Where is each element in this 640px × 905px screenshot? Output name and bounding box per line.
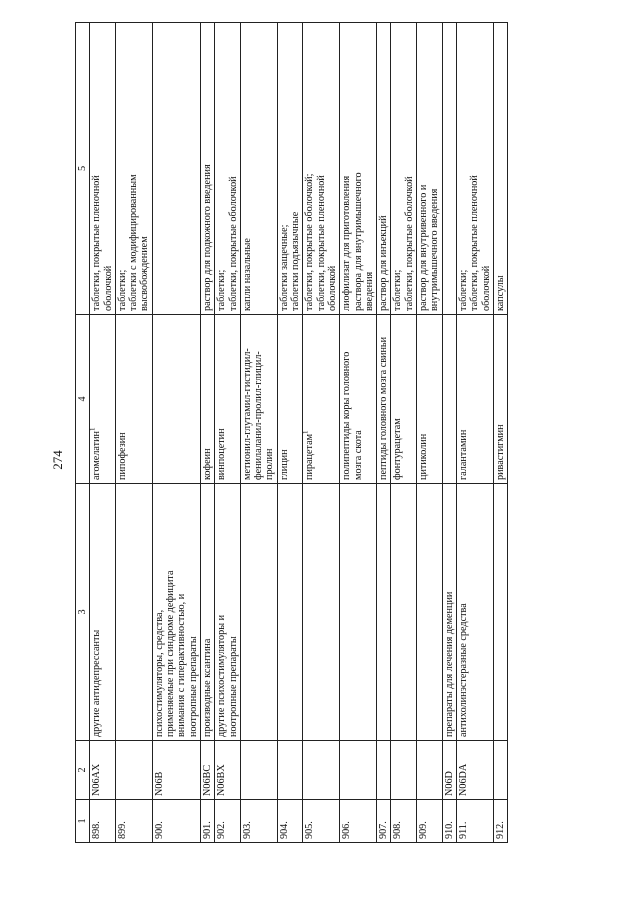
drug-name-line: метионил-глутамил-гистидил-: [241, 348, 253, 480]
drug-name: [277, 315, 303, 484]
atc-group-name: [340, 484, 377, 741]
dosage-forms-line: раствор для подкожного введения: [201, 164, 213, 311]
drug-name-line: мозга скота: [352, 430, 364, 480]
dosage-forms: [200, 23, 214, 315]
drug-name-line: агомелатин$^1$: [88, 427, 103, 480]
rotated-table-container: [75, 58, 608, 843]
atc-code: [340, 741, 377, 800]
drug-name-line: кофеин: [201, 448, 213, 480]
table-row: [391, 23, 417, 843]
atc-group-name: [417, 484, 443, 741]
dosage-forms-line: таблетки подъязычные: [290, 211, 302, 311]
dosage-forms-line: раствора для внутримышечного: [352, 172, 364, 311]
dosage-forms-line: введения: [363, 271, 375, 311]
row-number: 907.: [377, 800, 391, 843]
atc-group-name-line: ноотропные препараты: [227, 636, 239, 737]
row-number: 898.: [90, 800, 116, 843]
dosage-forms: [340, 23, 377, 315]
dosage-forms: [240, 23, 277, 315]
dosage-forms-line: лиофилизат для приготовления: [341, 175, 353, 311]
atc-group-name: [215, 484, 241, 741]
drug-name-line: галантамин: [457, 429, 469, 480]
dosage-forms: [303, 23, 340, 315]
dosage-forms-line: раствор для внутривенного и: [418, 184, 430, 311]
drug-name: [442, 315, 456, 484]
row-number: 901.: [200, 800, 214, 843]
dosage-forms-line: капсулы: [494, 275, 506, 311]
dosage-forms: [90, 23, 116, 315]
drug-name-line: глицин: [278, 449, 290, 480]
atc-code: N06D: [442, 741, 456, 800]
atc-code: [417, 741, 443, 800]
col-header-1: 1: [76, 800, 90, 843]
dosage-forms-line: оболочкой: [480, 265, 492, 311]
atc-group-name-line: другие антидепрессанты: [91, 629, 103, 737]
atc-group-name: [90, 484, 116, 741]
dosage-forms-line: раствор для инъекций: [378, 215, 390, 311]
row-number: 909.: [417, 800, 443, 843]
dosage-forms-line: высвобождением: [139, 236, 151, 311]
dosage-forms-line: оболочкой: [102, 265, 114, 311]
atc-group-name: [240, 484, 277, 741]
table-body: [90, 23, 508, 843]
drug-name-line: ривастигмин: [494, 424, 506, 480]
col-header-4: 4: [76, 315, 90, 484]
drug-name-line: цитиколин: [418, 433, 430, 480]
dosage-forms: [215, 23, 241, 315]
dosage-forms: [493, 23, 507, 315]
drug-name: [377, 315, 391, 484]
atc-group-name: [377, 484, 391, 741]
drug-name-line: пептиды головного мозга свиньи: [378, 336, 390, 480]
row-number: 905.: [303, 800, 340, 843]
drug-name: [200, 315, 214, 484]
row-number: 900.: [152, 800, 200, 843]
dosage-forms-line: таблетки защечные;: [278, 224, 290, 311]
table-row: [377, 23, 391, 843]
drug-name: [340, 315, 377, 484]
atc-group-name-line: психостимуляторы, средства,: [153, 609, 165, 737]
table-row: [277, 23, 303, 843]
atc-group-name: [456, 484, 493, 741]
dosage-forms-line: капли назальные: [241, 238, 253, 311]
row-number: 899.: [115, 800, 152, 843]
row-number: 906.: [340, 800, 377, 843]
dosage-forms-line: таблетки, покрытые пленочной: [469, 175, 481, 311]
dosage-forms-line: таблетки, покрытые пленочной: [315, 175, 327, 311]
drug-name: [493, 315, 507, 484]
atc-group-name-line: ноотропные препараты: [187, 636, 199, 737]
atc-group-name: [277, 484, 303, 741]
atc-code: N06BC: [200, 741, 214, 800]
atc-code: [493, 741, 507, 800]
atc-code: N06BX: [215, 741, 241, 800]
dosage-forms-line: внутримышечного введения: [429, 188, 441, 311]
dosage-forms-line: таблетки;: [392, 269, 404, 311]
atc-group-name: [391, 484, 417, 741]
dosage-forms: [115, 23, 152, 315]
atc-group-name-line: внимания с гиперактивностью, и: [176, 593, 188, 737]
drug-name-line: пипофезин: [116, 432, 128, 480]
drug-name: [303, 315, 340, 484]
footnote-marker: 1: [88, 427, 97, 431]
atc-code: [240, 741, 277, 800]
dosage-forms-line: таблетки;: [216, 269, 228, 311]
page-number: 274: [50, 450, 65, 470]
row-number: 904.: [277, 800, 303, 843]
atc-group-name: [115, 484, 152, 741]
footnote-marker: 1: [301, 430, 310, 434]
drug-name-line: полипептиды коры головного: [341, 351, 353, 480]
table-row: [215, 23, 241, 843]
table-row: [340, 23, 377, 843]
atc-code: [377, 741, 391, 800]
drug-name: [152, 315, 200, 484]
col-header-5: 5: [76, 23, 90, 315]
atc-group-name-line: препараты для лечения деменции: [443, 591, 455, 737]
atc-group-name-line: антихолинэстеразные средства: [457, 603, 469, 737]
atc-code: N06DA: [456, 741, 493, 800]
drug-name-line: фенилаланил-пролил-глицил-: [253, 351, 265, 480]
dosage-forms-line: таблетки;: [116, 269, 128, 311]
drug-name: [215, 315, 241, 484]
drug-name: [456, 315, 493, 484]
table-row: [303, 23, 340, 843]
table-row: [152, 23, 200, 843]
atc-group-name: [303, 484, 340, 741]
table-row: [240, 23, 277, 843]
row-number: 912.: [493, 800, 507, 843]
table-row: [90, 23, 116, 843]
drug-name-line: пролин: [264, 448, 276, 480]
dosage-forms-line: таблетки, покрытые оболочкой: [227, 176, 239, 311]
row-number: 911.: [456, 800, 493, 843]
drug-name-line: пирацетам$^1$: [301, 430, 316, 480]
drug-name-line: винпоцетин: [216, 428, 228, 480]
dosage-forms: [391, 23, 417, 315]
dosage-forms: [277, 23, 303, 315]
dosage-forms: [152, 23, 200, 315]
atc-code: [303, 741, 340, 800]
atc-group-name: [442, 484, 456, 741]
drug-name: [90, 315, 116, 484]
atc-code: [277, 741, 303, 800]
table-row: [456, 23, 493, 843]
dosage-forms-line: оболочкой: [326, 265, 338, 311]
table-row: [115, 23, 152, 843]
atc-group-name: [152, 484, 200, 741]
atc-group-name: [200, 484, 214, 741]
col-header-3: 3: [76, 484, 90, 741]
atc-group-name-line: производные ксантина: [201, 638, 213, 737]
dosage-forms-line: таблетки, покрытые оболочкой;: [304, 173, 316, 311]
row-number: 910.: [442, 800, 456, 843]
dosage-forms: [377, 23, 391, 315]
header-row: [76, 23, 90, 843]
row-number: 908.: [391, 800, 417, 843]
dosage-forms: [442, 23, 456, 315]
drug-list-table: [75, 22, 508, 843]
drug-name: [391, 315, 417, 484]
atc-code: [391, 741, 417, 800]
dosage-forms-line: таблетки;: [457, 269, 469, 311]
drug-name: [115, 315, 152, 484]
drug-name-line: фонтурацетам: [392, 418, 404, 480]
atc-code: N06AX: [90, 741, 116, 800]
dosage-forms-line: таблетки, покрытые оболочкой: [403, 176, 415, 311]
drug-name: [417, 315, 443, 484]
atc-group-name-line: применяемые при синдроме дефицита: [165, 570, 177, 737]
atc-group-name-line: другие психостимуляторы и: [216, 614, 228, 737]
dosage-forms-line: таблетки, покрытые пленочной: [91, 175, 103, 311]
dosage-forms: [456, 23, 493, 315]
dosage-forms: [417, 23, 443, 315]
table-row: [200, 23, 214, 843]
atc-code: [115, 741, 152, 800]
table-row: [442, 23, 456, 843]
table-row: [493, 23, 507, 843]
row-number: 903.: [240, 800, 277, 843]
drug-name: [240, 315, 277, 484]
atc-code: N06B: [152, 741, 200, 800]
row-number: 902.: [215, 800, 241, 843]
atc-group-name: [493, 484, 507, 741]
dosage-forms-line: таблетки с модифицированным: [128, 174, 140, 311]
col-header-2: 2: [76, 741, 90, 800]
table-row: [417, 23, 443, 843]
